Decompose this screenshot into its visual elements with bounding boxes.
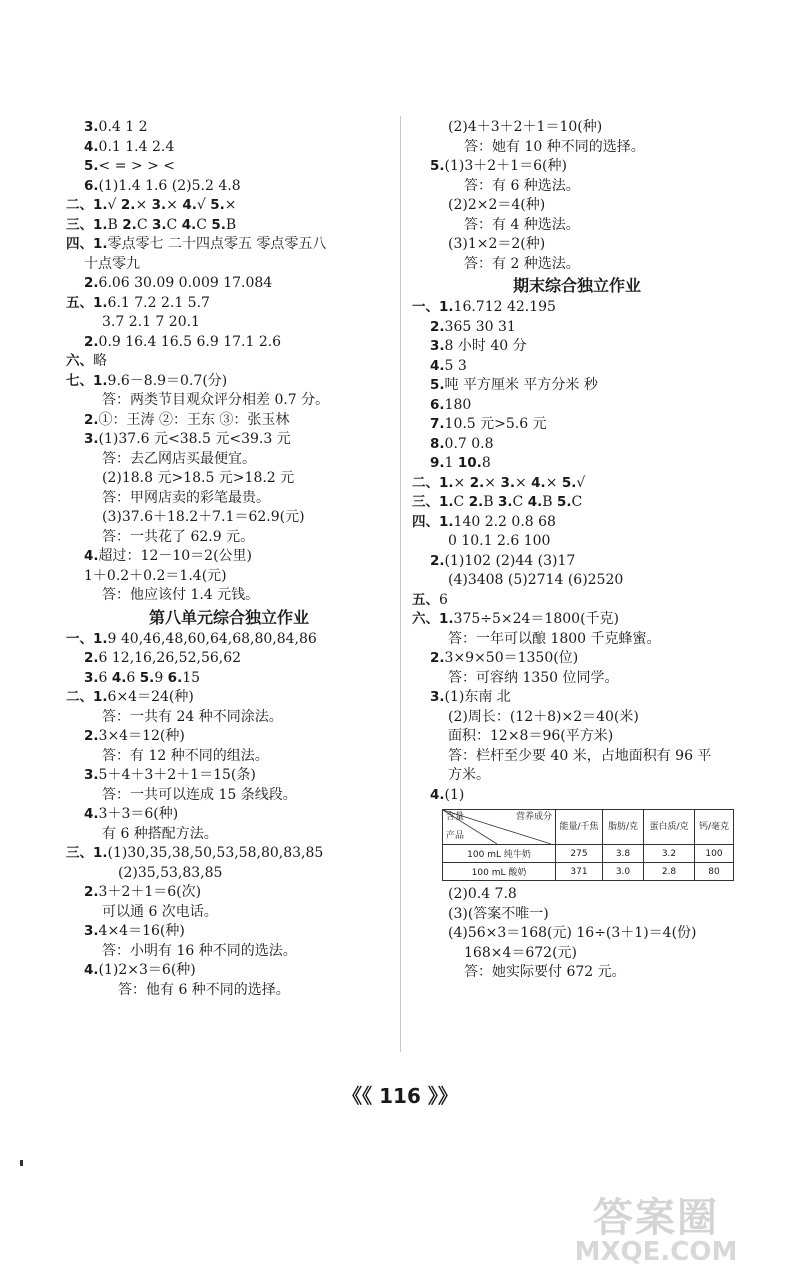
- answer-line: 2.6.06 30.09 0.009 17.084: [84, 275, 273, 291]
- watermark: [548, 1186, 764, 1266]
- table-cell: 100: [695, 845, 734, 863]
- table-cell: 2.8: [644, 863, 695, 881]
- answer-line: 5.< = > > <: [84, 158, 175, 174]
- answer-line: 答：他应该付 1.4 元钱。: [102, 587, 260, 603]
- answer-line: 二、1.√ 2.× 3.× 4.√ 5.×: [66, 197, 237, 213]
- diag-label-right: 营养成分: [515, 812, 552, 822]
- table-header-cell: 钙/毫克: [695, 810, 734, 845]
- answer-line: 可以通 6 次电话。: [102, 903, 218, 920]
- answer-line: 3.6 4.6 5.9 6.15: [84, 669, 201, 686]
- answer-line: 2.3×4＝12(种): [84, 728, 185, 744]
- answer-line: 6.180: [430, 396, 472, 413]
- answer-line: 答：她有 10 种不同的选择。: [464, 138, 645, 155]
- table-cell: 100 mL 纯牛奶: [443, 845, 556, 863]
- answer-line: 4.(1): [430, 786, 465, 803]
- answer-line: 答：一共有 24 种不同涂法。: [102, 708, 283, 725]
- answer-line: 二、1.× 2.× 3.× 4.× 5.√: [412, 474, 586, 491]
- left-column: [66, 118, 392, 1000]
- answer-line: 4.5 3: [430, 357, 467, 374]
- answer-line: 2.3×9×50＝1350(位): [430, 650, 579, 666]
- answer-line: 答：她实际要付 672 元。: [464, 964, 626, 980]
- answer-line: 三、1.B 2.C 3.C 4.C 5.B: [66, 216, 237, 233]
- answer-line: (2)4＋3＋2＋1＝10(种): [448, 119, 603, 135]
- answer-line: (2)周长：(12＋8)×2＝40(米): [448, 708, 639, 725]
- answer-line: (4)56×3＝168(元) 16÷(3＋1)＝4(份): [448, 925, 697, 941]
- answer-line: 7.10.5 元>5.6 元: [430, 416, 547, 432]
- table-header-cell: 蛋白质/克: [644, 810, 695, 845]
- section-title-final: 期末综合独立作业: [512, 276, 641, 295]
- answer-line: 3.5＋4＋3＋2＋1＝15(条): [84, 767, 256, 783]
- answer-line: 4.3＋3＝6(种): [84, 806, 179, 822]
- answer-line: (2)35,53,83,85: [118, 864, 223, 881]
- answer-line: 168×4＝672(元): [464, 944, 578, 961]
- answer-line: 5.(1)3＋2＋1＝6(种): [430, 158, 567, 174]
- answer-line: 2.0.9 16.4 16.5 6.9 17.1 2.6: [84, 333, 282, 350]
- answer-line: (3)37.6＋18.2＋7.1＝62.9(元): [102, 509, 305, 525]
- answer-line: 3.(1)37.6 元<38.5 元<39.3 元: [84, 431, 291, 447]
- answer-line: 面积：12×8＝96(平方米): [448, 728, 614, 744]
- diag-label-top: 含量: [446, 812, 465, 822]
- answer-line: 四、1.140 2.2 0.8 68: [412, 513, 556, 530]
- page-number: 《《 116 》》: [342, 1084, 458, 1108]
- answer-line: 答：去乙网店买最便宜。: [102, 450, 256, 467]
- answer-line: 2.365 30 31: [430, 318, 516, 335]
- table-cell: 371: [556, 863, 603, 881]
- answer-line: 答：一年可以酿 1800 千克蜂蜜。: [448, 630, 661, 647]
- diagonal-header-cell: [443, 810, 556, 845]
- answer-line: 三、1.(1)30,35,38,50,53,58,80,83,85: [66, 845, 324, 861]
- answer-line: 六、1.375÷5×24＝1800(千克): [412, 611, 619, 627]
- answer-line: 答：小明有 16 种不同的选法。: [102, 942, 297, 959]
- section-title-unit8: 第八单元综合独立作业: [148, 607, 309, 627]
- answer-line: 2.(1)102 (2)44 (3)17: [430, 552, 576, 569]
- diag-label-bottom: 产品: [446, 831, 465, 841]
- right-column: [412, 118, 742, 983]
- table-header-cell: 脂肪/克: [603, 810, 644, 845]
- answer-line: 5.吨 平方厘米 平方分米 秒: [430, 377, 598, 393]
- table-header-row: [443, 810, 734, 845]
- answer-line: 六、略: [66, 353, 107, 369]
- table-row: [443, 845, 734, 863]
- nutrition-table: [442, 809, 734, 881]
- answer-line: 3.8 小时 40 分: [430, 338, 527, 354]
- answer-line: 五、1.6.1 7.2 2.1 5.7: [66, 294, 210, 311]
- table-header-cell: 能量/千焦: [556, 810, 603, 845]
- answer-line: 3.7 2.1 7 20.1: [102, 314, 200, 330]
- answer-line: 三、1.C 2.B 3.C 4.B 5.C: [412, 494, 583, 510]
- table-cell: 80: [695, 863, 734, 881]
- answer-line: (4)3408 (5)2714 (6)2520: [448, 572, 624, 588]
- answer-line: 6.(1)1.4 1.6 (2)5.2 4.8: [84, 177, 241, 194]
- column-divider: [400, 116, 401, 1052]
- answer-line: 四、1.零点零七 二十四点零五 零点零五八: [66, 236, 327, 252]
- answer-line: 答：有 2 种选法。: [464, 255, 580, 272]
- answer-line: (3)(答案不唯一): [448, 905, 549, 922]
- scan-mark: [20, 1160, 23, 1166]
- answer-line: 答：甲网店卖的彩笔最贵。: [102, 489, 270, 506]
- answer-line: 答：两类节目观众评分相差 0.7 分。: [102, 392, 330, 408]
- table-cell: 3.8: [603, 845, 644, 863]
- answer-line: 8.0.7 0.8: [430, 435, 494, 452]
- answer-line: 有 6 种搭配方法。: [102, 825, 218, 842]
- answer-line: 答：一共花了 62.9 元。: [102, 528, 255, 545]
- answer-line: 3.0.4 1 2: [84, 119, 148, 135]
- answer-line: 3.(1)东南 北: [430, 689, 511, 705]
- answer-line: (2)0.4 7.8: [448, 886, 517, 902]
- answer-line: 2.3＋2＋1＝6(次): [84, 884, 202, 900]
- answer-line: 答：一共可以连成 15 条线段。: [102, 786, 297, 803]
- watermark-url: MXQE.COM: [574, 1237, 738, 1267]
- answer-line: (3)1×2＝2(种): [448, 236, 546, 252]
- answer-line: 0 10.1 2.6 100: [448, 533, 551, 549]
- answer-line: 答：栏杆至少要 40 米，占地面积有 96 平: [448, 747, 712, 764]
- answer-line: 答：他有 6 种不同的选择。: [118, 981, 290, 998]
- table-cell: 3.2: [644, 845, 695, 863]
- answer-line: 答：有 12 种不同的组法。: [102, 747, 269, 764]
- watermark-logo: 答案圈: [593, 1195, 719, 1241]
- answer-line: 二、1.6×4＝24(种): [66, 689, 194, 705]
- answer-line: 9.1 10.8: [430, 455, 491, 471]
- answer-line: 方米。: [448, 767, 490, 783]
- answer-line: 答：有 6 种选法。: [464, 177, 580, 194]
- answer-line: (2)2×2＝4(种): [448, 197, 546, 213]
- answer-line: 1＋0.2＋0.2＝1.4(元): [84, 567, 227, 584]
- answer-line: 2.①：王涛 ②：王东 ③：张玉林: [84, 411, 290, 428]
- answer-line: 一、1.16.712 42.195: [412, 299, 556, 315]
- answer-line: 4.(1)2×3＝6(种): [84, 962, 196, 978]
- answer-line: (2)18.8 元>18.5 元>18.2 元: [102, 470, 295, 486]
- answer-line: 2.6 12,16,26,52,56,62: [84, 650, 242, 666]
- answer-line: 答：可容纳 1350 位同学。: [448, 669, 619, 686]
- answer-line: 一、1.9 40,46,48,60,64,68,80,84,86: [66, 630, 317, 647]
- answer-line: 七、1.9.6－8.9＝0.7(分): [66, 372, 228, 389]
- table-row: [443, 863, 734, 881]
- answer-line: 3.4×4＝16(种): [84, 923, 185, 939]
- table-cell: 275: [556, 845, 603, 863]
- answer-line: 五、6: [412, 591, 448, 608]
- table-cell: 100 mL 酸奶: [443, 863, 556, 881]
- answer-line: 4.0.1 1.4 2.4: [84, 138, 175, 155]
- answer-line: 十点零九: [84, 255, 140, 272]
- answer-line: 4.超过：12－10＝2(公里): [84, 548, 252, 564]
- answer-line: 答：有 4 种选法。: [464, 216, 580, 233]
- table-cell: 3.0: [603, 863, 644, 881]
